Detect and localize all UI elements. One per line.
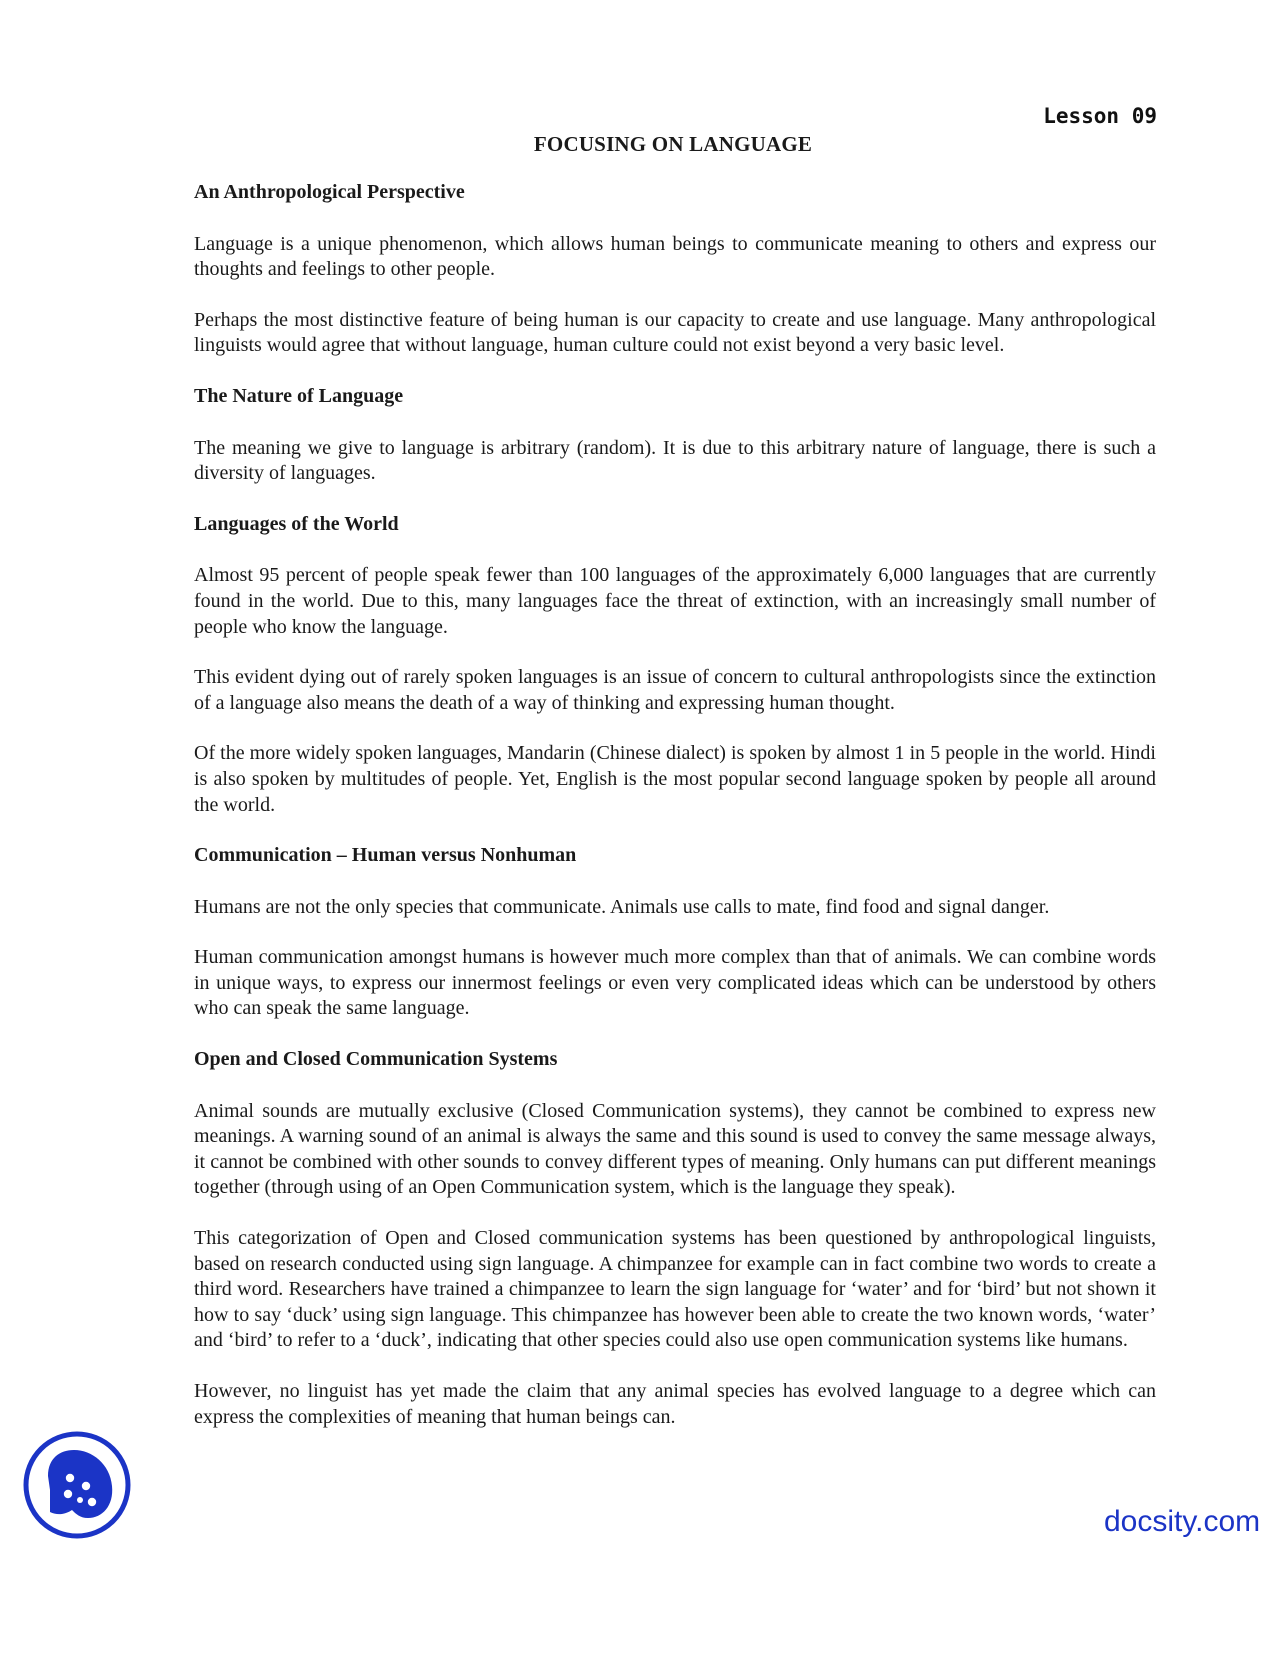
paragraph: Of the more widely spoken languages, Mandarin (Chinese dialect) is spoken by almost 1 in 5 people in the world. Hindi is also spoken by multitudes of people. Yet, English is the most popular second language spoken by people all around the world.: [194, 742, 1156, 816]
docsity-watermark[interactable]: docsity.com: [1104, 1505, 1261, 1538]
section-heading: Languages of the World: [194, 512, 399, 535]
paragraph: Language is a unique phenomenon, which allows human beings to communicate meaning to others and express our thoughts and feelings to other people.: [194, 232, 1156, 281]
lesson-number: Lesson 09: [1043, 104, 1157, 128]
paragraph: However, no linguist has yet made the claim that any animal species has evolved language to a degree which can express the complexities of meaning that human beings can.: [194, 1380, 1156, 1428]
section-heading: The Nature of Language: [194, 384, 404, 407]
paragraph: The meaning we give to language is arbitrary (random). It is due to this arbitrary nature of language, there is such a diversity of languages.: [194, 436, 1156, 485]
document-body: [194, 180, 1156, 1455]
paragraph: This categorization of Open and Closed communication systems has been questioned by anthropological linguists, based on research conducted using sign language. A chimpanzee for example can in fact combine two words to create a third word. Researchers have trained a chimpanzee to learn the sign language for ‘water’ and for ‘bird’ but not shown it how to say ‘duck’ using sign language. This chimpanzee has however been able to create the two known words, ‘water’ and ‘bird’ to refer to a ‘duck’, indicating that other species could also use open communication systems like humans.: [194, 1227, 1156, 1352]
paragraph: Perhaps the most distinctive feature of being human is our capacity to create and use language. Many anthropological linguists would agree that without language, human culture could not exist beyond a very basic level.: [194, 308, 1156, 357]
paragraph: Human communication amongst humans is however much more complex than that of animals. We can combine words in unique ways, to express our innermost feelings or even very complicated ideas which can be understood by others who can speak the same language.: [194, 946, 1156, 1020]
page-title: FOCUSING ON LANGUAGE: [533, 132, 813, 156]
paragraph: Almost 95 percent of people speak fewer than 100 languages of the approximately 6,000 languages that are currently found in the world. Due to this, many languages face the threat of extinction, with an increasingly small number of people who know the language.: [194, 564, 1156, 638]
paragraph: Animal sounds are mutually exclusive (Closed Communication systems), they cannot be combined to express new meanings. A warning sound of an animal is always the same and this sound is used to convey the same message always, it cannot be combined with other sounds to convey different types of meaning. Only humans can put different meanings together (through using of an Open Communication system, which is the language they speak).: [194, 1099, 1156, 1199]
section-heading: Open and Closed Communication Systems: [194, 1048, 558, 1071]
section-heading: Communication – Human versus Nonhuman: [194, 844, 577, 867]
paragraph: This evident dying out of rarely spoken languages is an issue of concern to cultural anthropologists since the extinction of a language also means the death of a way of thinking and expressing human thought.: [194, 666, 1156, 714]
paragraph: Humans are not the only species that communicate. Animals use calls to mate, find food and signal danger.: [194, 895, 1050, 918]
docsity-logo-icon: [22, 1430, 132, 1540]
section-heading: An Anthropological Perspective: [194, 181, 465, 203]
